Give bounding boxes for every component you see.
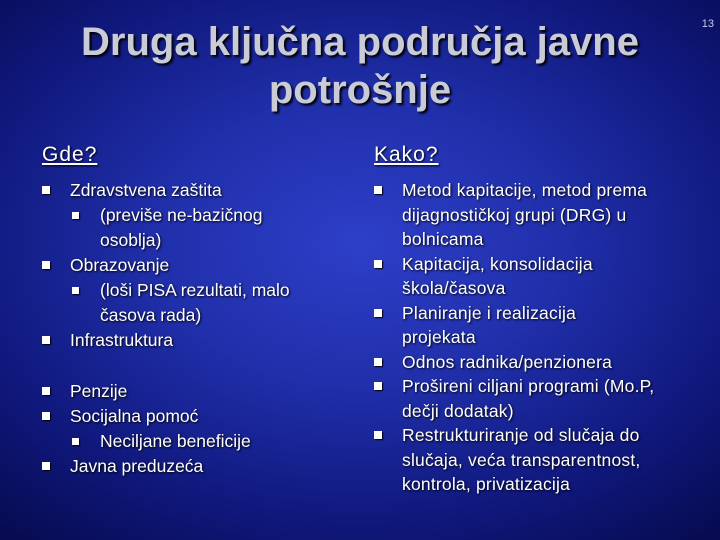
item-line: Planiranje i realizacija bbox=[402, 302, 577, 323]
square-bullet-icon bbox=[42, 412, 50, 420]
square-bullet-icon bbox=[374, 186, 382, 194]
left-list bbox=[42, 178, 362, 479]
list-item bbox=[374, 350, 704, 375]
square-bullet-icon bbox=[42, 336, 50, 344]
sub-item-line: osoblja) bbox=[100, 230, 162, 250]
item-line: bolnicama bbox=[402, 229, 484, 249]
sub-list-item bbox=[42, 429, 362, 454]
item-line: Restrukturiranje od slučaja do bbox=[402, 425, 640, 445]
list-item bbox=[42, 454, 362, 479]
item-label: Infrastruktura bbox=[70, 330, 174, 350]
list-item bbox=[374, 178, 704, 252]
square-bullet-icon bbox=[72, 438, 79, 445]
item-line: škola/časova bbox=[402, 278, 506, 298]
list-item bbox=[42, 404, 362, 429]
sub-item-line: (previše ne-bazičnog bbox=[100, 205, 263, 225]
list-item bbox=[42, 253, 362, 278]
square-bullet-icon bbox=[42, 261, 50, 269]
right-heading: Kako? bbox=[374, 143, 439, 166]
square-bullet-icon bbox=[42, 387, 50, 395]
sub-list-item bbox=[42, 278, 362, 328]
square-bullet-icon bbox=[42, 186, 50, 194]
list-item bbox=[374, 423, 704, 497]
item-line: Prošireni ciljani programi (Mo.P, bbox=[402, 376, 655, 396]
left-column bbox=[42, 142, 362, 479]
square-bullet-icon bbox=[374, 382, 382, 390]
right-list bbox=[374, 178, 704, 497]
list-item bbox=[374, 374, 704, 423]
square-bullet-icon bbox=[374, 309, 382, 317]
list-item bbox=[42, 178, 362, 203]
square-bullet-icon bbox=[72, 212, 79, 219]
sub-item-line: Neciljane beneficije bbox=[100, 431, 251, 451]
item-line: kontrola, privatizacija bbox=[402, 474, 571, 494]
item-line: dečji dodatak) bbox=[402, 400, 514, 421]
list-item bbox=[42, 328, 362, 353]
right-column bbox=[374, 142, 704, 497]
item-line: slučaja, veća transparentnost, bbox=[402, 449, 641, 470]
square-bullet-icon bbox=[42, 462, 50, 470]
item-line: dijagnostičkoj grupi (DRG) u bbox=[402, 204, 627, 225]
item-label: Javna preduzeća bbox=[70, 456, 204, 476]
title-line-1: Druga ključna područja javne bbox=[81, 20, 639, 64]
item-label: Penzije bbox=[70, 381, 128, 401]
item-label: Socijalna pomoć bbox=[70, 406, 199, 426]
item-line: projekata bbox=[402, 327, 476, 347]
square-bullet-icon bbox=[374, 358, 382, 366]
item-line: Metod kapitacije, metod prema bbox=[402, 180, 648, 200]
list-item bbox=[42, 379, 362, 404]
sub-item-line: (loši PISA rezultati, malo bbox=[100, 280, 290, 300]
list-item bbox=[374, 301, 704, 350]
item-line: Kapitacija, konsolidacija bbox=[402, 253, 593, 274]
square-bullet-icon bbox=[72, 287, 79, 294]
slide-number: 13 bbox=[701, 18, 714, 30]
sub-item-line: časova rada) bbox=[100, 305, 202, 325]
left-heading: Gde? bbox=[42, 143, 98, 166]
square-bullet-icon bbox=[374, 431, 382, 439]
slide-title bbox=[20, 18, 700, 114]
sub-list-item bbox=[42, 203, 362, 253]
list-item bbox=[374, 252, 704, 301]
square-bullet-icon bbox=[374, 260, 382, 268]
item-line: Odnos radnika/penzionera bbox=[402, 351, 613, 372]
title-line-2: potrošnje bbox=[268, 68, 452, 112]
item-label: Zdravstvena zaštita bbox=[70, 180, 222, 200]
item-label: Obrazovanje bbox=[70, 255, 170, 275]
